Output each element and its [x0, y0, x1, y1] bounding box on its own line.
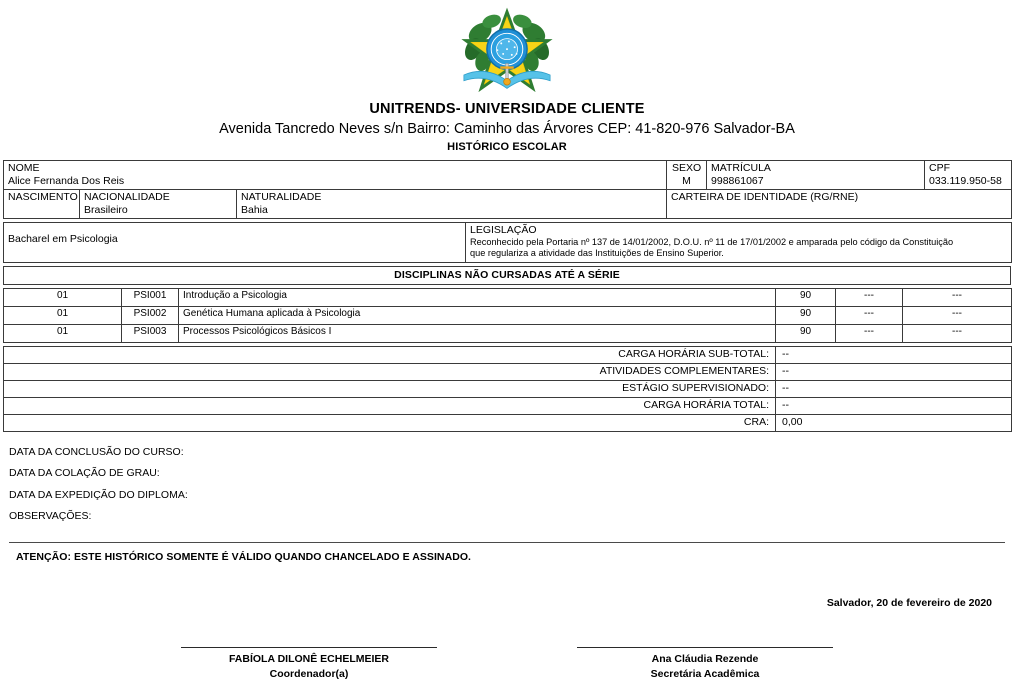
date-colacao-label: DATA DA COLAÇÃO DE GRAU: [9, 467, 160, 479]
signature-name: FABÍOLA DILONÊ ECHELMEIER [228, 652, 390, 665]
legislation-line-2: que regulariza a atividade das Instituições de Ensino Superior. [470, 248, 724, 258]
total-label: CARGA HORÁRIA TOTAL: [643, 398, 769, 411]
page-title: HISTÓRICO ESCOLAR [447, 141, 567, 153]
table-row [4, 380, 1012, 397]
document-header [0, 0, 1014, 154]
discipline-name: Processos Psicológicos Básicos I [183, 325, 332, 337]
cell-name [179, 306, 776, 324]
total-value: -- [782, 381, 789, 394]
brazil-coat-of-arms-icon [459, 6, 555, 98]
total-label: ESTÁGIO SUPERVISIONADO: [622, 381, 769, 394]
cell-total-label [4, 414, 776, 431]
cell-sexo [667, 161, 707, 190]
cpf-label: CPF [929, 162, 951, 174]
sexo-label: SEXO [671, 162, 702, 174]
cell-serie [4, 324, 122, 342]
legislation-label: LEGISLAÇÃO [470, 224, 537, 236]
nascimento-value [8, 204, 75, 217]
cell-hours [776, 324, 836, 342]
signature-line [181, 647, 437, 648]
cell-legislation [466, 223, 1012, 263]
cell-section-title [4, 266, 1011, 284]
identidade-value [671, 204, 1007, 217]
cell-total-value [776, 346, 1012, 363]
cell-nacionalidade [80, 190, 237, 219]
identidade-label: CARTEIRA DE IDENTIDADE (RG/RNE) [671, 191, 859, 203]
matricula-label: MATRÍCULA [711, 162, 771, 174]
naturalidade-value: Bahia [241, 203, 268, 216]
cell-total-value [776, 397, 1012, 414]
total-value: 0,00 [782, 415, 803, 428]
total-value: -- [782, 398, 789, 411]
cpf-value: 033.119.950-58 [929, 174, 1002, 187]
disciplines-table [3, 288, 1012, 343]
course-name: Bacharel em Psicologia [8, 233, 118, 245]
cell-name [179, 324, 776, 342]
totals-rows [4, 346, 1012, 431]
totals-table [3, 346, 1012, 432]
cell-naturalidade [237, 190, 667, 219]
col6-value: --- [952, 307, 962, 319]
matricula-value: 998861067 [711, 174, 764, 187]
code-value: PSI001 [133, 289, 167, 301]
course-legislation-table [3, 222, 1012, 263]
total-value: -- [782, 347, 789, 360]
cell-total-label [4, 380, 776, 397]
col5-value: --- [864, 307, 874, 319]
date-expedicao-label: DATA DA EXPEDIÇÃO DO DIPLOMA: [9, 488, 188, 501]
serie-value: 01 [56, 325, 69, 337]
cell-code [122, 288, 179, 306]
table-row [4, 414, 1012, 431]
cell-total-value [776, 414, 1012, 431]
signature-secretary [577, 647, 833, 682]
signature-block [0, 647, 1014, 682]
cell-col6 [903, 324, 1012, 342]
cell-col6 [903, 288, 1012, 306]
cell-code [122, 306, 179, 324]
city-date: Salvador, 20 de fevereiro de 2020 [826, 596, 992, 609]
cell-total-label [4, 346, 776, 363]
cell-cpf [925, 161, 1012, 190]
cell-col5 [836, 288, 903, 306]
cell-course-name [4, 223, 466, 263]
organization-title: UNITRENDS- UNIVERSIDADE CLIENTE [369, 101, 645, 117]
identity-row-primary [4, 161, 1012, 190]
nacionalidade-label: NACIONALIDADE [84, 191, 170, 203]
cell-name [179, 288, 776, 306]
signature-name: Ana Cláudia Rezende [651, 652, 759, 665]
nome-label: NOME [8, 162, 40, 174]
col5-value: --- [864, 289, 874, 301]
table-row [4, 306, 1012, 324]
cell-identidade [667, 190, 1012, 219]
code-value: PSI003 [133, 325, 167, 337]
discipline-name: Introdução a Psicologia [183, 289, 287, 301]
cell-total-value [776, 363, 1012, 380]
student-identity-table [3, 160, 1012, 219]
identity-row-secondary [4, 190, 1012, 219]
col6-value: --- [952, 325, 962, 337]
cell-hours [776, 288, 836, 306]
emblem-container [0, 4, 1014, 100]
hours-value: 90 [799, 325, 812, 337]
col5-value: --- [864, 325, 874, 337]
nascimento-label: NASCIMENTO [8, 191, 78, 203]
observacoes-label: OBSERVAÇÕES: [9, 510, 92, 522]
signature-role: Secretária Acadêmica [650, 667, 760, 680]
cell-hours [776, 306, 836, 324]
cell-total-value [776, 380, 1012, 397]
cell-serie [4, 306, 122, 324]
signature-role: Coordenador(a) [269, 667, 349, 680]
table-row [4, 346, 1012, 363]
footer-divider [9, 542, 1005, 543]
cell-serie [4, 288, 122, 306]
disciplines-rows [4, 288, 1012, 342]
cell-total-label [4, 397, 776, 414]
cell-total-label [4, 363, 776, 380]
disciplines-section-title: DISCIPLINAS NÃO CURSADAS ATÉ A SÉRIE [394, 268, 620, 281]
cell-nascimento [4, 190, 80, 219]
total-label: CARGA HORÁRIA SUB-TOTAL: [618, 347, 769, 360]
discipline-name: Genética Humana aplicada à Psicologia [183, 307, 361, 319]
organization-address: Avenida Tancredo Neves s/n Bairro: Caminho das Árvores CEP: 41-820-976 Salvador-BA [219, 121, 795, 137]
cell-nome [4, 161, 667, 190]
naturalidade-label: NATURALIDADE [241, 191, 322, 203]
dates-block [9, 442, 1014, 528]
cell-col5 [836, 324, 903, 342]
cell-col6 [903, 306, 1012, 324]
table-row [4, 363, 1012, 380]
legislation-line-1: Reconhecido pela Portaria nº 137 de 14/01/2002, D.O.U. nº 11 de 17/01/2002 e amparada pelo código da Constituição [470, 236, 954, 247]
sexo-value: M [682, 174, 691, 187]
signature-coordinator [181, 647, 437, 682]
col6-value: --- [952, 289, 962, 301]
validity-notice: ATENÇÃO: ESTE HISTÓRICO SOMENTE É VÁLIDO QUANDO CHANCELADO E ASSINADO. [16, 550, 472, 563]
total-value: -- [782, 364, 789, 377]
date-conclusao-label: DATA DA CONCLUSÃO DO CURSO: [9, 445, 184, 458]
disciplines-section-band [3, 266, 1011, 285]
serie-value: 01 [56, 289, 69, 301]
code-value: PSI002 [133, 307, 167, 319]
table-row [4, 324, 1012, 342]
course-row [4, 223, 1012, 263]
cell-code [122, 324, 179, 342]
total-label: CRA: [743, 415, 769, 428]
hours-value: 90 [799, 289, 812, 301]
serie-value: 01 [56, 307, 69, 319]
nome-value: Alice Fernanda Dos Reis [8, 174, 125, 187]
signature-line [577, 647, 833, 648]
cell-col5 [836, 306, 903, 324]
cell-matricula [707, 161, 925, 190]
total-label: ATIVIDADES COMPLEMENTARES: [599, 364, 769, 377]
table-row [4, 288, 1012, 306]
hours-value: 90 [799, 307, 812, 319]
table-row [4, 397, 1012, 414]
nacionalidade-value: Brasileiro [84, 203, 128, 216]
